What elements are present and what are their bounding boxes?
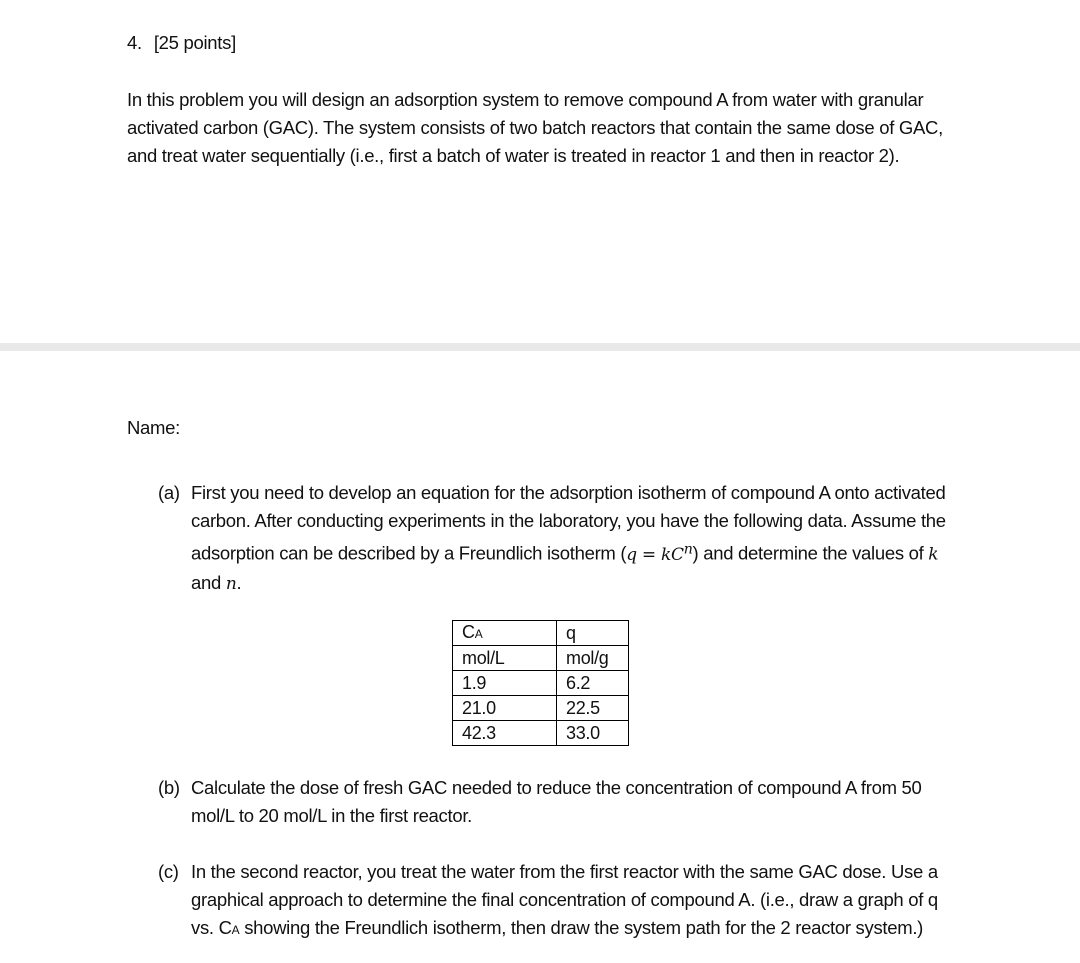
table-header-q: q bbox=[557, 621, 629, 646]
table-cell-q: 33.0 bbox=[557, 721, 629, 746]
table-cell-q: 22.5 bbox=[557, 696, 629, 721]
part-a-text: First you need to develop an equation for the adsorption isotherm of compound A onto activated carbon. After conducting experiments in the laboratory, you have the following data. Assume the adsorption can be described by a Freundlich isotherm $(q = kC^n)$ and determine the values of k and n. bbox=[191, 482, 946, 594]
table-row bbox=[453, 696, 629, 721]
part-b bbox=[158, 774, 958, 830]
freundlich-equation: $q = kC^n$ bbox=[626, 541, 693, 565]
table-units-row bbox=[453, 646, 629, 671]
part-a-marker: (a) bbox=[158, 482, 180, 503]
table-cell-ca: 21.0 bbox=[453, 696, 557, 721]
problem-number: 4. bbox=[127, 32, 142, 53]
table-unit-ca: mol/L bbox=[453, 646, 557, 671]
table-cell-ca: 1.9 bbox=[453, 671, 557, 696]
table-row bbox=[453, 671, 629, 696]
isotherm-data-table bbox=[452, 620, 629, 746]
part-a bbox=[158, 479, 958, 598]
table-row bbox=[453, 721, 629, 746]
part-c bbox=[158, 858, 958, 944]
table-cell-q: 6.2 bbox=[557, 671, 629, 696]
part-c-text: In the second reactor, you treat the water from the first reactor with the same GAC dose. Use a graphical approach to determine the final concentration of compound A. (i.e., draw a graph of q vs. CA showing the Freundlich isotherm, then draw the system path for the 2 reactor system.) bbox=[191, 861, 938, 938]
table-cell-ca: 42.3 bbox=[453, 721, 557, 746]
part-b-marker: (b) bbox=[158, 777, 180, 798]
problem-points: [25 points] bbox=[153, 32, 236, 53]
name-label: Name: bbox=[127, 417, 180, 438]
table-header-ca: CA bbox=[453, 621, 557, 646]
table-header-row bbox=[453, 621, 629, 646]
page-divider bbox=[0, 343, 1080, 351]
part-c-marker: (c) bbox=[158, 861, 179, 882]
problem-header bbox=[127, 32, 236, 54]
table-unit-q: mol/g bbox=[557, 646, 629, 671]
part-b-text: Calculate the dose of fresh GAC needed to reduce the concentration of compound A from 50 mol/L to 20 mol/L in the first reactor. bbox=[191, 777, 922, 826]
problem-intro: In this problem you will design an adsorption system to remove compound A from water with granular activated carbon (GAC). The system consists of two batch reactors that contain the same dose of GAC, and treat water sequentially (i.e., first a batch of water is treated in reactor 1 and then in reactor 2). bbox=[127, 89, 943, 166]
